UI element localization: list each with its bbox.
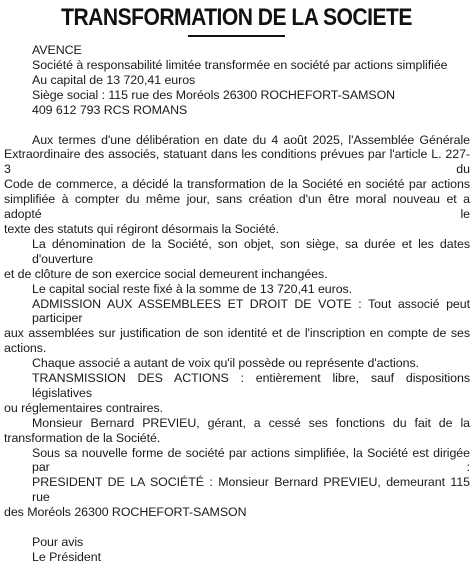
paragraph-line: Extraordinaire des associés, statuant dans les conditions prévues par l'article L. 227-3 du bbox=[4, 147, 470, 177]
closing-block bbox=[4, 535, 470, 565]
company-capital: Au capital de 13 720,41 euros bbox=[32, 72, 196, 87]
company-registration: 409 612 793 RCS ROMANS bbox=[32, 102, 188, 117]
paragraph-line: Monsieur Bernard PREVIEU, gérant, a cessé ses fonctions du fait de la bbox=[32, 415, 470, 430]
notice-title: TRANSFORMATION DE LA SOCIETE bbox=[61, 4, 412, 31]
closing-signatory: Le Président bbox=[32, 550, 101, 564]
notice-body bbox=[4, 43, 470, 565]
paragraph-line: Le capital social reste fixé à la somme de 13 720,41 euros. bbox=[32, 281, 353, 296]
closing-for-notice: Pour avis bbox=[32, 535, 84, 550]
paragraph-line: texte des statuts qui régiront désormais la Société. bbox=[4, 221, 279, 236]
paragraph-line: Code de commerce, a décidé la transformation de la Société en société par actions bbox=[4, 177, 470, 192]
paragraph-line: Aux termes d'une délibération en date du 4 août 2025, l'Assemblée Générale bbox=[32, 132, 470, 147]
paragraph-line: Sous sa nouvelle forme de société par actions simplifiée, la Société est dirigée par : bbox=[32, 445, 470, 475]
paragraph-line: La dénomination de la Société, son objet, son siège, sa durée et les dates d'ouverture bbox=[32, 236, 470, 266]
paragraph-line: et de clôture de son exercice social demeurent inchangées. bbox=[4, 266, 328, 281]
paragraph-line: aux assemblées sur justification de son identité et de l'inscription en compte de ses actions. bbox=[4, 326, 470, 356]
company-head-office: Siège social : 115 rue des Moréols 26300 ROCHEFORT-SAMSON bbox=[32, 87, 396, 102]
company-form: Société à responsabilité limitée transformée en société par actions simplifiée bbox=[32, 57, 448, 72]
spacer bbox=[4, 520, 470, 535]
paragraph-line: TRANSMISSION DES ACTIONS : entièrement libre, sauf dispositions législatives bbox=[32, 371, 470, 400]
paragraph-line: des Moréols 26300 ROCHEFORT-SAMSON bbox=[4, 505, 247, 520]
paragraph-line: ADMISSION AUX ASSEMBLEES ET DROIT DE VOTE : Tout associé peut participer bbox=[32, 296, 470, 326]
company-name: AVENCE bbox=[32, 43, 82, 57]
paragraph-line: simplifiée à compter du même jour, sans création d'un être moral nouveau et a adopté le bbox=[4, 192, 470, 222]
paragraph-line: ou réglementaires contraires. bbox=[4, 400, 164, 415]
spacer bbox=[4, 118, 470, 133]
title-underline bbox=[188, 35, 285, 37]
company-block bbox=[4, 43, 470, 118]
paragraph-line: PRESIDENT DE LA SOCIÉTÉ : Monsieur Bernard PREVIEU, demeurant 115 rue bbox=[32, 475, 470, 505]
paragraph-line: transformation de la Société. bbox=[4, 430, 161, 445]
paragraph-line: Chaque associé a autant de voix qu'il possède ou représente d'actions. bbox=[32, 356, 419, 371]
notice-paragraphs bbox=[4, 133, 470, 521]
